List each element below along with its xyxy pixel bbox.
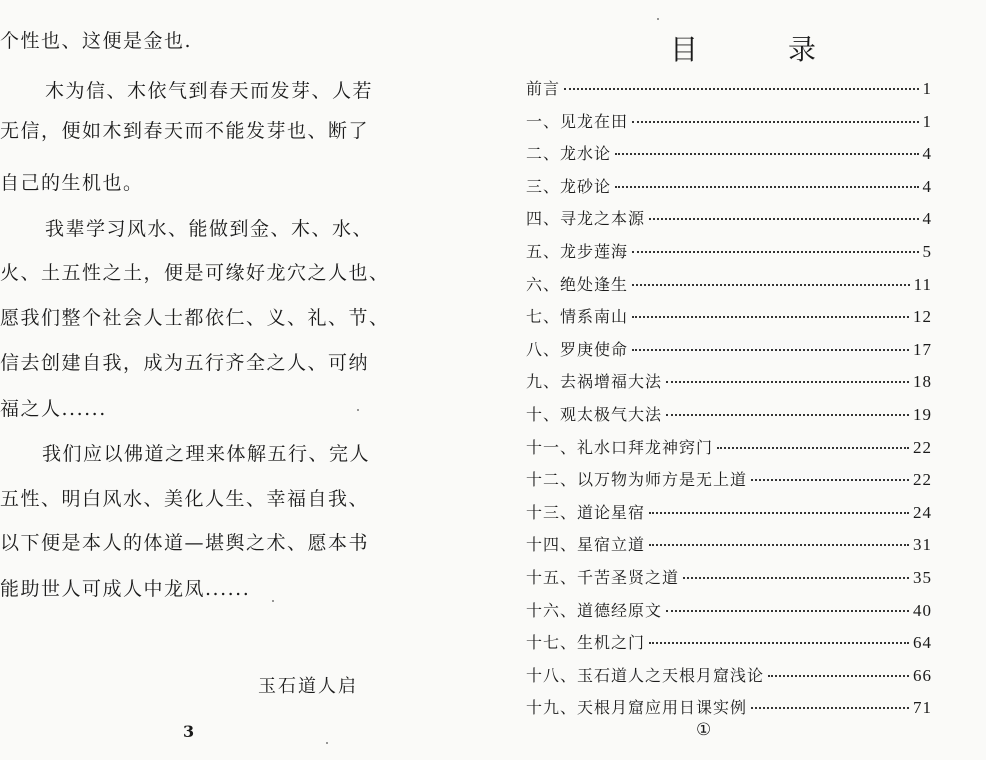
toc-entry[interactable] (526, 532, 932, 554)
toc-entry-label: 五、龙步莲海 (526, 242, 629, 261)
toc-title (670, 28, 816, 68)
toc-entry[interactable] (526, 598, 932, 620)
toc-dot-leader (632, 349, 909, 351)
toc-dot-leader (751, 707, 909, 709)
toc-entry-label: 九、去祸增福大法 (526, 372, 663, 391)
toc-entry-label: 十三、道论星宿 (526, 503, 646, 522)
toc-entry-label: 四、寻龙之本源 (526, 209, 646, 228)
scan-speck (357, 409, 359, 411)
toc-entry-page: 17 (913, 340, 932, 359)
toc-entry[interactable] (526, 565, 932, 587)
scan-speck (657, 18, 659, 20)
toc-entry-label: 十一、礼水口拜龙神窍门 (526, 438, 714, 457)
text-line: 自己的生机也。 (0, 172, 144, 194)
toc-entry[interactable] (526, 467, 932, 489)
toc-dot-leader (615, 153, 918, 155)
text-line: 五性、明白风水、美化人生、幸福自我、 (0, 488, 370, 510)
toc-entry[interactable] (526, 663, 932, 685)
toc-entry-label: 七、情系南山 (526, 307, 629, 326)
toc-entry[interactable] (526, 76, 932, 98)
toc-title-char: 录 (788, 33, 817, 66)
toc-entry[interactable] (526, 435, 932, 457)
toc-entry-page: 24 (913, 503, 932, 522)
page-number: ① (696, 720, 712, 740)
text-line: 个性也、这便是金也. (0, 30, 193, 52)
toc-entry-page: 66 (913, 666, 932, 685)
toc-dot-leader (649, 218, 918, 220)
left-page (0, 0, 470, 760)
toc-dot-leader (649, 544, 909, 546)
toc-dot-leader (666, 610, 909, 612)
scan-speck (272, 600, 274, 602)
toc-dot-leader (632, 316, 909, 318)
right-page (470, 0, 986, 760)
toc-dot-leader (615, 186, 918, 188)
toc-entry-page: 64 (913, 633, 932, 652)
toc-entry-label: 三、龙砂论 (526, 177, 612, 196)
toc-dot-leader (632, 284, 910, 286)
toc-entry[interactable] (526, 500, 932, 522)
toc-entry[interactable] (526, 337, 932, 359)
toc-entry-label: 十、观太极气大法 (526, 405, 663, 424)
toc-entry-page: 4 (922, 177, 932, 196)
toc-dot-leader (632, 251, 918, 253)
toc-dot-leader (666, 414, 909, 416)
toc-dot-leader (717, 447, 909, 449)
toc-entry-label: 十七、生机之门 (526, 633, 646, 652)
toc-entry[interactable] (526, 402, 932, 424)
signature: 玉石道人启 (258, 676, 358, 697)
toc-entry-label: 前言 (526, 79, 561, 98)
toc-entry-page: 40 (913, 601, 932, 620)
toc-dot-leader (632, 121, 918, 123)
text-line: 我辈学习风水、能做到金、木、水、 (45, 218, 374, 240)
toc-entry[interactable] (526, 239, 932, 261)
toc-entry-page: 22 (913, 470, 932, 489)
text-line: 木为信、木依气到春天而发芽、人若 (45, 80, 374, 102)
toc-entry[interactable] (526, 206, 932, 228)
toc-entry-page: 5 (922, 242, 932, 261)
toc-entry[interactable] (526, 369, 932, 391)
toc-entry[interactable] (526, 141, 932, 163)
toc-entry-page: 12 (913, 307, 932, 326)
toc-entry-label: 一、见龙在田 (526, 112, 629, 131)
toc-entry-page: 4 (922, 209, 932, 228)
text-line: 我们应以佛道之理来体解五行、完人 (42, 443, 371, 465)
toc-entry-label: 十六、道德经原文 (526, 601, 663, 620)
toc-entry-page: 1 (922, 79, 932, 98)
toc-entry-page: 11 (913, 275, 932, 294)
toc-entry-page: 19 (913, 405, 932, 424)
toc-dot-leader (683, 577, 909, 579)
toc-entry[interactable] (526, 174, 932, 196)
text-line: 信去创建自我，成为五行齐全之人、可纳 (0, 352, 370, 374)
toc-entry-page: 22 (913, 438, 932, 457)
toc-entry-page: 35 (913, 568, 932, 587)
toc-entry[interactable] (526, 109, 932, 131)
toc-dot-leader (564, 88, 918, 90)
toc-entry-page: 31 (913, 535, 932, 554)
toc-entry-label: 十五、千苦圣贤之道 (526, 568, 680, 587)
toc-entry-label: 十八、玉石道人之天根月窟浅论 (526, 666, 765, 685)
toc-entry-page: 1 (922, 112, 932, 131)
text-line: 火、土五性之土，便是可缘好龙穴之人也、 (0, 262, 390, 284)
toc-entry-page: 71 (913, 698, 932, 717)
text-line: 能助世人可成人中龙凤...... (0, 578, 251, 600)
toc-entry-page: 18 (913, 372, 932, 391)
toc-entry[interactable] (526, 695, 932, 717)
text-line: 无信，便如木到春天而不能发芽也、断了 (0, 120, 370, 142)
text-line: 福之人...... (0, 398, 107, 420)
toc-entry[interactable] (526, 304, 932, 326)
toc-entry[interactable] (526, 630, 932, 652)
scan-speck (326, 742, 328, 744)
toc-entry-page: 4 (922, 144, 932, 163)
toc-dot-leader (666, 381, 909, 383)
page-number: 3 (183, 722, 195, 741)
toc-dot-leader (751, 479, 909, 481)
toc-entry-label: 六、绝处逢生 (526, 275, 629, 294)
toc-entry-label: 八、罗庚使命 (526, 340, 629, 359)
toc-dot-leader (768, 675, 909, 677)
toc-entry[interactable] (526, 272, 932, 294)
text-line: 愿我们整个社会人士都依仁、义、礼、节、 (0, 307, 390, 329)
toc-entry-label: 十四、星宿立道 (526, 535, 646, 554)
text-line: 以下便是本人的体道—堪舆之术、愿本书 (0, 532, 370, 554)
toc-entry-label: 十九、天根月窟应用日课实例 (526, 698, 748, 717)
toc-entry-label: 十二、以万物为师方是无上道 (526, 470, 748, 489)
toc-dot-leader (649, 642, 909, 644)
toc-entry-label: 二、龙水论 (526, 144, 612, 163)
toc-title-char: 目 (670, 33, 699, 66)
toc-dot-leader (649, 512, 909, 514)
